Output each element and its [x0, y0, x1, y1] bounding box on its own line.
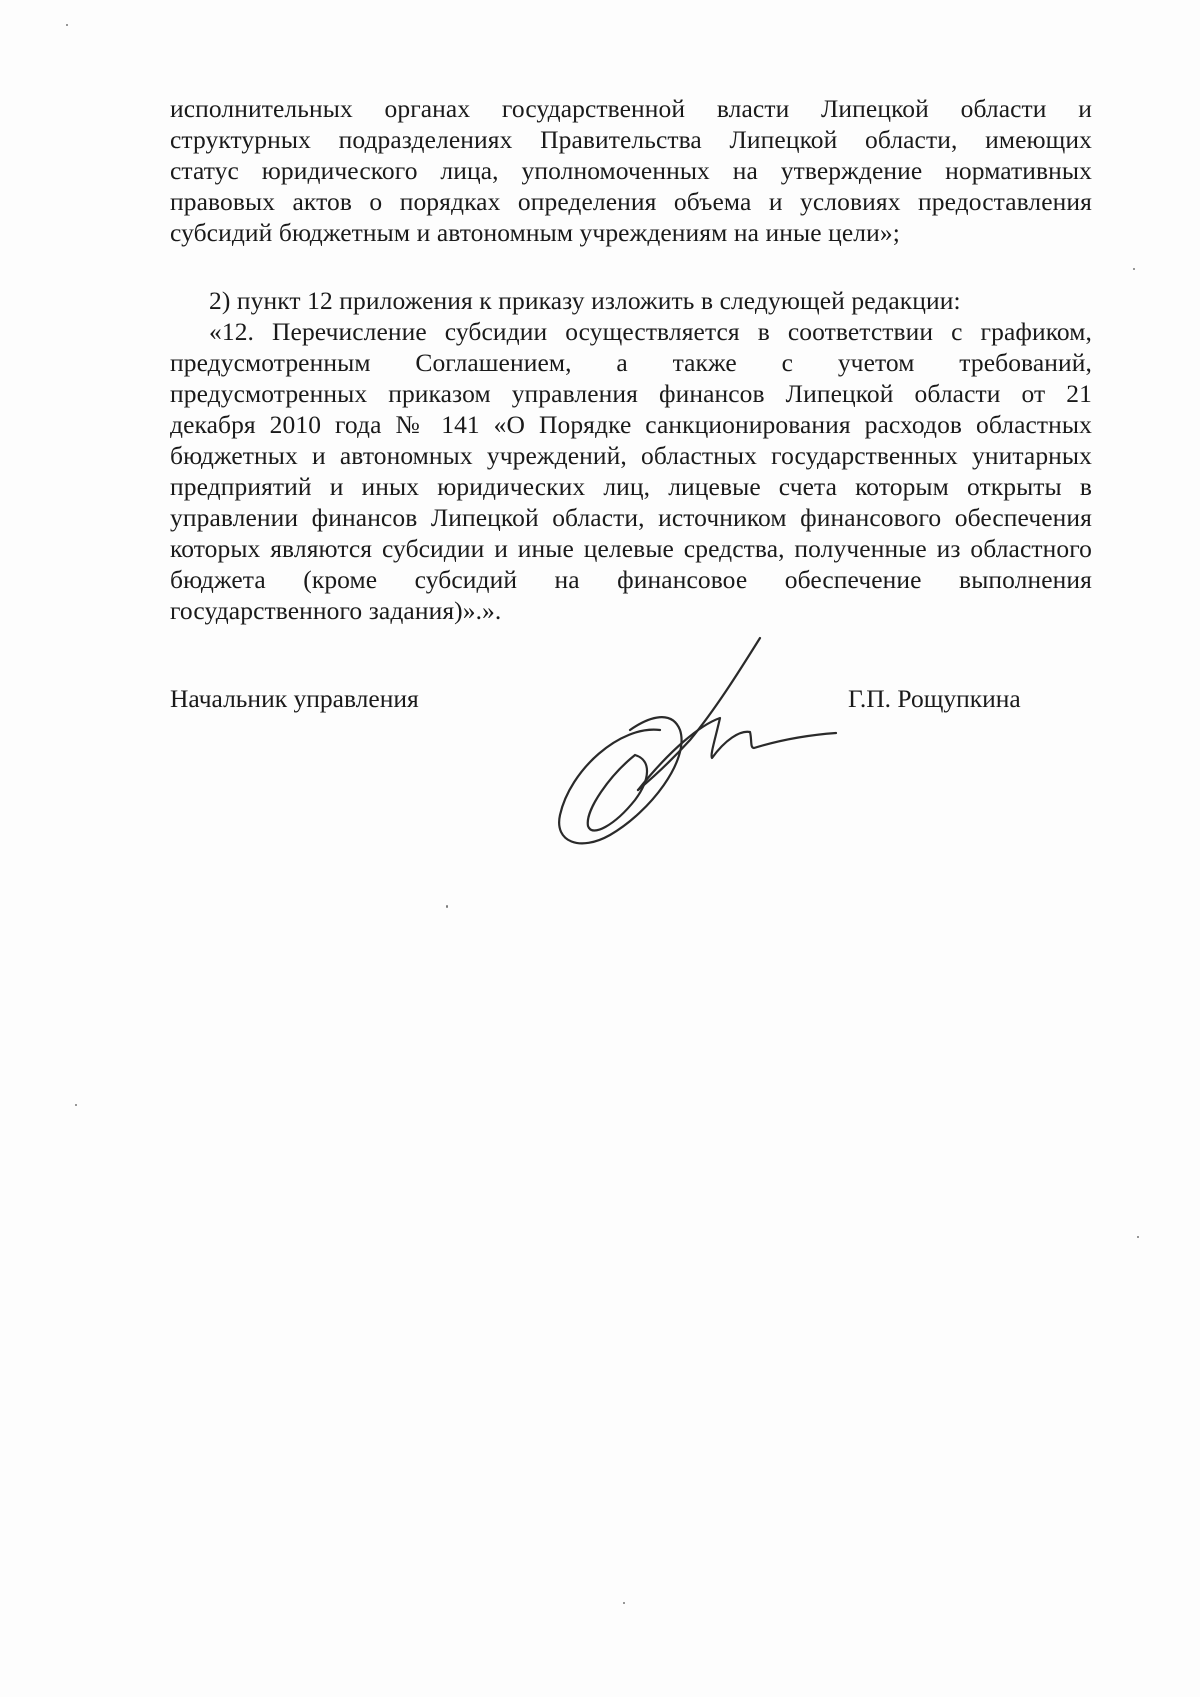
paragraph-continuation [170, 93, 1092, 248]
text-line: предусмотренных приказом управления финансов Липецкой области от 21 [170, 379, 1092, 408]
scan-speck [1137, 1236, 1139, 1238]
text-line: управлении финансов Липецкой области, источником финансового обеспечения [170, 503, 1092, 532]
text-line: предприятий и иных юридических лиц, лицевые счета которым открыты в [170, 472, 1092, 501]
handwritten-signature [540, 630, 840, 850]
text-line: правовых актов о порядках определения объема и условиях предоставления [170, 187, 1092, 216]
text-line: «12. Перечисление субсидии осуществляется в соответствии с графиком, [209, 317, 1092, 346]
text-line: субсидий бюджетным и автономным учреждениям на иные цели»; [170, 218, 900, 247]
text-line: статус юридического лица, уполномоченных на утверждение нормативных [170, 156, 1092, 185]
text-line: бюджетных и автономных учреждений, областных государственных унитарных [170, 441, 1092, 470]
text-line: бюджета (кроме субсидий на финансовое обеспечение выполнения [170, 565, 1092, 594]
text-line: государственного задания)».». [170, 596, 502, 625]
text-line: исполнительных органах государственной власти Липецкой области и [170, 94, 1092, 123]
signatory-name: Г.П. Рощупкина [848, 684, 1021, 713]
scan-speck [623, 1602, 625, 1604]
text-line: декабря 2010 года № 141 «О Порядке санкционирования расходов областных [170, 410, 1092, 439]
text-line: которых являются субсидии и иные целевые средства, полученные из областного [170, 534, 1092, 563]
text-line: 2) пункт 12 приложения к приказу изложить в следующей редакции: [209, 286, 961, 315]
scan-speck [1133, 268, 1135, 270]
scan-speck [446, 905, 448, 908]
text-line: предусмотренным Соглашением, а также с учетом требований, [170, 348, 1092, 377]
scan-speck [66, 24, 68, 26]
scan-speck [75, 1104, 77, 1106]
text-line: структурных подразделениях Правительства Липецкой области, имеющих [170, 125, 1092, 154]
signatory-title: Начальник управления [170, 684, 419, 713]
paragraph-amendment [170, 285, 1092, 626]
